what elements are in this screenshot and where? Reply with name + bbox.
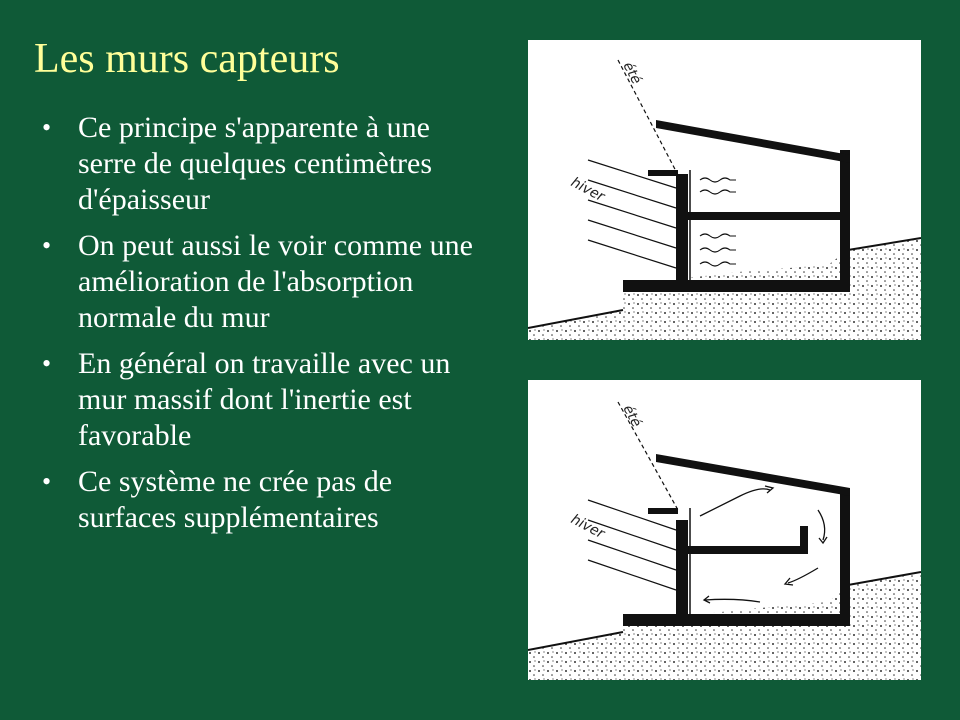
bullet-text: Ce principe s'apparente à une serre de quelques centimètres d'épaisseur — [78, 111, 433, 216]
diagram-trombe-wall-vented — [528, 380, 921, 680]
house-section-drawing-2 — [528, 380, 921, 680]
bullet-dot-icon: • — [42, 113, 52, 142]
north-wall — [840, 488, 850, 626]
bullet-text: Ce système ne crée pas de surfaces supplémentaires — [78, 465, 393, 534]
intermediate-floor — [688, 546, 808, 554]
bullet-dot-icon: • — [42, 467, 52, 496]
winter-sun-rays — [588, 160, 676, 268]
winter-label: hiver — [568, 174, 607, 206]
bullet-item — [40, 346, 490, 454]
bullet-dot-icon: • — [42, 349, 52, 378]
slide-title: Les murs capteurs — [34, 36, 340, 82]
floor-slab — [623, 614, 848, 626]
bullet-item — [40, 110, 490, 218]
bullet-list — [40, 110, 490, 546]
bullet-item — [40, 228, 490, 336]
roof — [656, 120, 850, 163]
summer-label: été — [619, 402, 645, 430]
roof — [656, 454, 850, 496]
trombe-wall — [676, 520, 688, 614]
heat-radiation-waves — [700, 178, 736, 266]
winter-label: hiver — [568, 511, 607, 543]
collector-wall — [676, 174, 688, 282]
house-section-drawing-1 — [528, 40, 921, 340]
bullet-item — [40, 464, 490, 536]
bullet-text: On peut aussi le voir comme une amélioration de l'absorption normale du mur — [78, 229, 473, 334]
floor-slab — [623, 280, 848, 292]
diagram-wall-collector-closed — [528, 40, 921, 340]
summer-label: été — [619, 59, 645, 87]
north-wall — [840, 150, 850, 292]
intermediate-floor — [688, 212, 848, 220]
bullet-text: En général on travaille avec un mur massif dont l'inertie est favorable — [78, 347, 451, 452]
bullet-dot-icon: • — [42, 231, 52, 260]
